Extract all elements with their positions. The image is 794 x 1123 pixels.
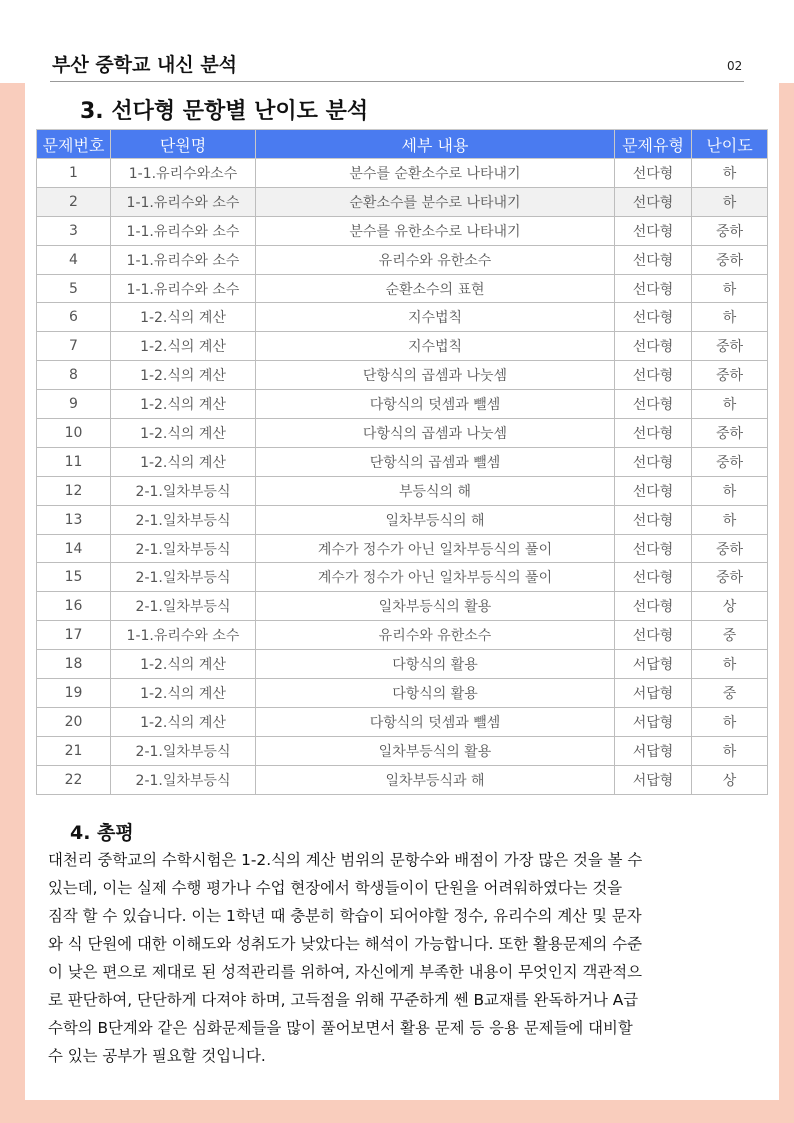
summary-line: 이 낮은 편으로 제대로 된 성적관리를 위하여, 자신에게 부족한 내용이 무엇인지 객관적으 <box>48 963 642 981</box>
unit-name-cell: 2-1.일차부등식 <box>111 534 256 563</box>
table-row <box>37 679 768 708</box>
difficulty-cell: 중하 <box>692 419 768 448</box>
unit-name-cell: 1-1.유리수와 소수 <box>111 245 256 274</box>
question-number-cell: 15 <box>37 563 111 592</box>
detail-cell: 유리수와 유한소수 <box>256 245 615 274</box>
difficulty-cell: 중하 <box>692 361 768 390</box>
summary-line: 짐작 할 수 있습니다. 이는 1학년 때 충분히 학습이 되어야할 정수, 유리수의 계산 및 문자 <box>48 907 642 925</box>
unit-name-cell: 2-1.일차부등식 <box>111 476 256 505</box>
table-row <box>37 390 768 419</box>
question-number-cell: 2 <box>37 187 111 216</box>
detail-cell: 유리수와 유한소수 <box>256 621 615 650</box>
detail-cell: 다항식의 활용 <box>256 650 615 679</box>
difficulty-cell: 하 <box>692 159 768 188</box>
detail-cell: 일차부등식의 활용 <box>256 736 615 765</box>
header-title: 부산 중학교 내신 분석 <box>52 54 238 76</box>
question-number-cell: 22 <box>37 765 111 794</box>
question-number-cell: 8 <box>37 361 111 390</box>
table-row <box>37 505 768 534</box>
table-row <box>37 274 768 303</box>
detail-cell: 다항식의 덧셈과 뺄셈 <box>256 707 615 736</box>
detail-cell: 순환소수를 분수로 나타내기 <box>256 187 615 216</box>
detail-cell: 계수가 정수가 아닌 일차부등식의 풀이 <box>256 563 615 592</box>
question-type-cell: 선다형 <box>615 592 692 621</box>
detail-cell: 지수법칙 <box>256 332 615 361</box>
column-header-type: 문제유형 <box>615 130 692 159</box>
question-number-cell: 18 <box>37 650 111 679</box>
question-type-cell: 선다형 <box>615 216 692 245</box>
table-row <box>37 707 768 736</box>
unit-name-cell: 1-2.식의 계산 <box>111 303 256 332</box>
question-type-cell: 선다형 <box>615 476 692 505</box>
detail-cell: 다항식의 곱셈과 나눗셈 <box>256 419 615 448</box>
table-row <box>37 187 768 216</box>
question-type-cell: 선다형 <box>615 303 692 332</box>
summary-line: 와 식 단원에 대한 이해도와 성취도가 낮았다는 해석이 가능합니다. 또한 활용문제의 수준 <box>48 935 642 953</box>
table-row <box>37 765 768 794</box>
header-divider <box>50 81 744 82</box>
question-number-cell: 19 <box>37 679 111 708</box>
table-row <box>37 245 768 274</box>
summary-line: 로 판단하여, 단단하게 다져야 하며, 고득점을 위해 꾸준하게 쎈 B교재를 완독하거나 A급 <box>48 991 639 1009</box>
unit-name-cell: 1-1.유리수와 소수 <box>111 216 256 245</box>
unit-name-cell: 2-1.일차부등식 <box>111 563 256 592</box>
table-row <box>37 447 768 476</box>
difficulty-cell: 중하 <box>692 332 768 361</box>
difficulty-cell: 하 <box>692 274 768 303</box>
detail-cell: 다항식의 활용 <box>256 679 615 708</box>
question-number-cell: 7 <box>37 332 111 361</box>
unit-name-cell: 1-2.식의 계산 <box>111 707 256 736</box>
difficulty-cell: 상 <box>692 592 768 621</box>
difficulty-cell: 하 <box>692 303 768 332</box>
question-type-cell: 서답형 <box>615 736 692 765</box>
question-number-cell: 16 <box>37 592 111 621</box>
detail-cell: 계수가 정수가 아닌 일차부등식의 풀이 <box>256 534 615 563</box>
section4-title: 4. 총평 <box>70 822 134 844</box>
detail-cell: 분수를 유한소수로 나타내기 <box>256 216 615 245</box>
question-number-cell: 3 <box>37 216 111 245</box>
detail-cell: 부등식의 해 <box>256 476 615 505</box>
difficulty-cell: 하 <box>692 505 768 534</box>
column-header-number: 문제번호 <box>37 130 111 159</box>
unit-name-cell: 1-1.유리수와 소수 <box>111 621 256 650</box>
table-row <box>37 361 768 390</box>
difficulty-cell: 상 <box>692 765 768 794</box>
summary-line: 수 있는 공부가 필요할 것입니다. <box>48 1047 266 1065</box>
column-header-difficulty: 난이도 <box>692 130 768 159</box>
difficulty-cell: 하 <box>692 650 768 679</box>
page-number: 02 <box>727 59 743 73</box>
unit-name-cell: 1-2.식의 계산 <box>111 447 256 476</box>
question-type-cell: 서답형 <box>615 707 692 736</box>
question-type-cell: 선다형 <box>615 505 692 534</box>
detail-cell: 일차부등식의 해 <box>256 505 615 534</box>
detail-cell: 일차부등식의 활용 <box>256 592 615 621</box>
question-number-cell: 4 <box>37 245 111 274</box>
question-type-cell: 선다형 <box>615 361 692 390</box>
question-number-cell: 6 <box>37 303 111 332</box>
question-type-cell: 서답형 <box>615 650 692 679</box>
question-number-cell: 1 <box>37 159 111 188</box>
difficulty-cell: 하 <box>692 390 768 419</box>
item-difficulty-table <box>36 129 768 795</box>
question-type-cell: 서답형 <box>615 679 692 708</box>
table-row <box>37 216 768 245</box>
unit-name-cell: 1-2.식의 계산 <box>111 390 256 419</box>
unit-name-cell: 1-1.유리수와소수 <box>111 159 256 188</box>
question-type-cell: 선다형 <box>615 187 692 216</box>
difficulty-cell: 중하 <box>692 563 768 592</box>
column-header-detail: 세부 내용 <box>256 130 615 159</box>
difficulty-cell: 하 <box>692 736 768 765</box>
table-row <box>37 621 768 650</box>
question-type-cell: 선다형 <box>615 159 692 188</box>
unit-name-cell: 2-1.일차부등식 <box>111 592 256 621</box>
unit-name-cell: 1-2.식의 계산 <box>111 650 256 679</box>
difficulty-cell: 하 <box>692 476 768 505</box>
unit-name-cell: 1-2.식의 계산 <box>111 419 256 448</box>
table-row <box>37 332 768 361</box>
question-number-cell: 9 <box>37 390 111 419</box>
unit-name-cell: 1-1.유리수와 소수 <box>111 187 256 216</box>
difficulty-cell: 하 <box>692 707 768 736</box>
question-number-cell: 20 <box>37 707 111 736</box>
question-number-cell: 17 <box>37 621 111 650</box>
question-number-cell: 21 <box>37 736 111 765</box>
unit-name-cell: 1-1.유리수와 소수 <box>111 274 256 303</box>
summary-line: 있는데, 이는 실제 수행 평가나 수업 현장에서 학생들이이 단원을 어려워하였다는 것을 <box>48 879 623 897</box>
summary-line: 대천리 중학교의 수학시험은 1-2.식의 계산 범위의 문항수와 배점이 가장 많은 것을 볼 수 <box>48 851 643 869</box>
question-type-cell: 선다형 <box>615 274 692 303</box>
detail-cell: 분수를 순환소수로 나타내기 <box>256 159 615 188</box>
detail-cell: 단항식의 곱셈과 뺄셈 <box>256 447 615 476</box>
question-number-cell: 10 <box>37 419 111 448</box>
table-row <box>37 563 768 592</box>
question-type-cell: 선다형 <box>615 447 692 476</box>
question-type-cell: 서답형 <box>615 765 692 794</box>
question-type-cell: 선다형 <box>615 419 692 448</box>
question-type-cell: 선다형 <box>615 563 692 592</box>
unit-name-cell: 2-1.일차부등식 <box>111 765 256 794</box>
section3-title: 3. 선다형 문항별 난이도 분석 <box>80 99 369 124</box>
question-number-cell: 5 <box>37 274 111 303</box>
difficulty-cell: 하 <box>692 187 768 216</box>
question-type-cell: 선다형 <box>615 534 692 563</box>
summary-line: 수학의 B단계와 같은 심화문제들을 많이 풀어보면서 활용 문제 등 응용 문제들에 대비할 <box>48 1019 633 1037</box>
detail-cell: 단항식의 곱셈과 나눗셈 <box>256 361 615 390</box>
difficulty-cell: 중하 <box>692 245 768 274</box>
table-row <box>37 419 768 448</box>
detail-cell: 일차부등식과 해 <box>256 765 615 794</box>
question-type-cell: 선다형 <box>615 245 692 274</box>
detail-cell: 지수법칙 <box>256 303 615 332</box>
table-row <box>37 736 768 765</box>
question-type-cell: 선다형 <box>615 332 692 361</box>
unit-name-cell: 1-2.식의 계산 <box>111 679 256 708</box>
difficulty-cell: 중하 <box>692 534 768 563</box>
table-row <box>37 650 768 679</box>
question-number-cell: 12 <box>37 476 111 505</box>
table-body <box>37 159 768 795</box>
table-row <box>37 303 768 332</box>
question-number-cell: 11 <box>37 447 111 476</box>
column-header-unit: 단원명 <box>111 130 256 159</box>
difficulty-cell: 중하 <box>692 447 768 476</box>
detail-cell: 다항식의 덧셈과 뺄셈 <box>256 390 615 419</box>
difficulty-cell: 중 <box>692 621 768 650</box>
unit-name-cell: 1-2.식의 계산 <box>111 332 256 361</box>
unit-name-cell: 1-2.식의 계산 <box>111 361 256 390</box>
table-header-row <box>37 130 768 159</box>
question-number-cell: 14 <box>37 534 111 563</box>
table-row <box>37 476 768 505</box>
table-row <box>37 159 768 188</box>
unit-name-cell: 2-1.일차부등식 <box>111 505 256 534</box>
difficulty-cell: 중하 <box>692 216 768 245</box>
difficulty-cell: 중 <box>692 679 768 708</box>
question-number-cell: 13 <box>37 505 111 534</box>
question-type-cell: 선다형 <box>615 390 692 419</box>
detail-cell: 순환소수의 표현 <box>256 274 615 303</box>
question-type-cell: 선다형 <box>615 621 692 650</box>
unit-name-cell: 2-1.일차부등식 <box>111 736 256 765</box>
table-row <box>37 592 768 621</box>
table-row <box>37 534 768 563</box>
